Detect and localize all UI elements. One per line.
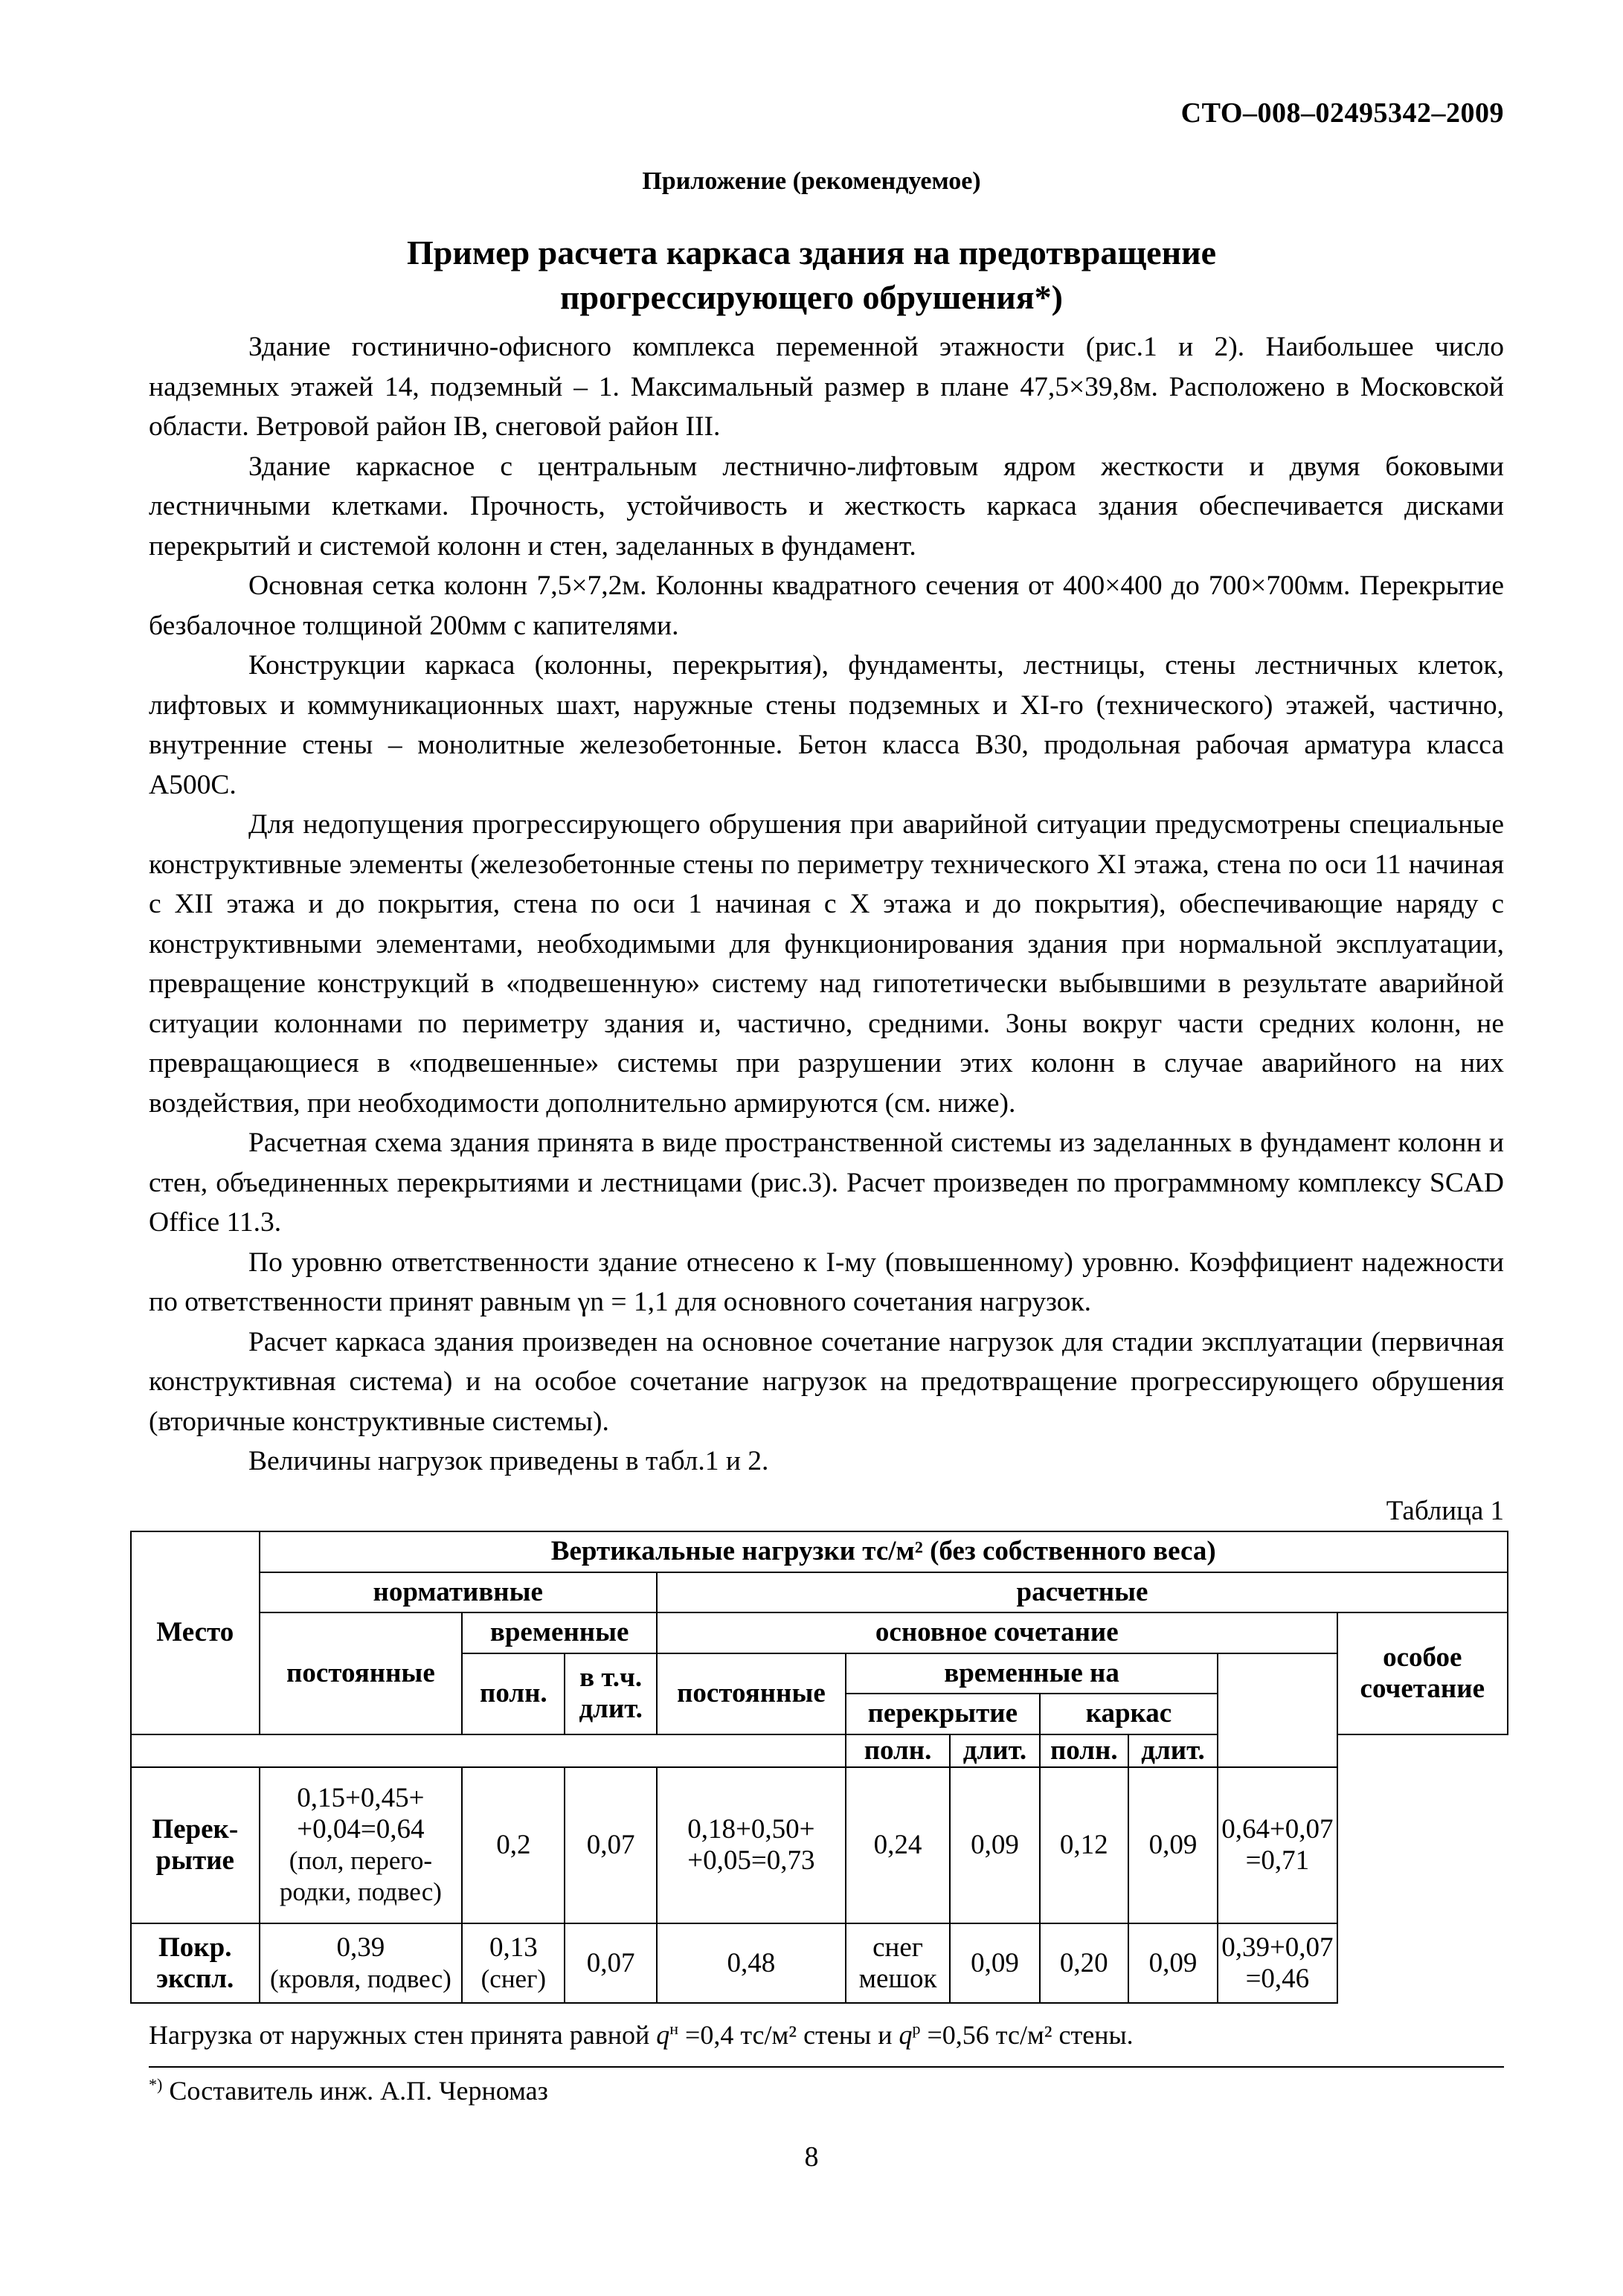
header-permanent-design: постоянные [657,1653,846,1734]
cell-note: (снег) [481,1964,547,1993]
table-row [131,1923,1508,2003]
cell-permanent [260,1923,463,2003]
header-full-frame: полн. [1040,1734,1128,1767]
cell-temp-long: 0,07 [565,1767,657,1924]
header-permanent: постоянные [260,1612,463,1734]
footnote-marker: *) [149,2075,163,2094]
page-number: 8 [804,2141,819,2173]
cell-temp-long: 0,07 [565,1923,657,2003]
header-frame: каркас [1040,1694,1218,1734]
note-superscript: н [669,2019,679,2038]
appendix-label: Приложение (рекомендуемое) [642,167,981,195]
cell-special: 0,64+0,07 =0,71 [1218,1767,1337,1924]
cell-special: 0,39+0,07 =0,46 [1218,1923,1337,2003]
header-floor: перекрытие [846,1694,1040,1734]
cell-value: 0,39 [336,1932,385,1963]
cell-value: 0,13 [489,1932,538,1963]
footnote-divider [149,2066,1504,2068]
paragraph: Расчетная схема здания принята в виде пространственной системы из заделанных в фундамент колонн и стен, объединенных перекрытиями и лестницами (рис.3). Расчет произведен по программному комплексу SCAD Office 11.3. [149,1128,1504,1238]
table-label: Таблица 1 [1386,1496,1504,1526]
note-symbol: q [899,2020,913,2050]
body-text [149,327,1504,1482]
paragraph: Величины нагрузок приведены в табл.1 и 2. [248,1446,769,1476]
spacer [1218,1734,1337,1767]
paragraph: Основная сетка колонн 7,5×7,2м. Колонны квадратного сечения от 400×400 до 700×700мм. Перекрытие безбалочное толщиной 200мм с капителями. [149,570,1504,641]
paragraph: Здание гостинично-офисного комплекса переменной этажности (рис.1 и 2). Наибольшее число надземных этажей 14, подземный – 1. Максимальный размер в плане 47,5×39,8м. Расположено в Московской области. Ветровой район IB, снеговой район III. [149,332,1504,442]
table-row [131,1767,1508,1924]
note-text: =0,56 тс/м² стены. [920,2020,1134,2050]
header-long-floor: длит. [950,1734,1040,1767]
cell-frame-long: 0,09 [1128,1767,1218,1924]
cell-frame-long: 0,09 [1128,1923,1218,2003]
header-full-floor: полн. [846,1734,950,1767]
note-text: Нагрузка от наружных стен принята равной [149,2020,657,2050]
header-normative: нормативные [260,1572,657,1613]
loads-table [130,1531,1508,2004]
table-note [149,2019,1134,2051]
cell-note: (кровля, подвес) [270,1964,451,1993]
cell-permanent [260,1767,463,1924]
header-vertical-loads: Вертикальные нагрузки тс/м² (без собственного веса) [260,1531,1508,1572]
row-place: Перек-рытие [131,1767,260,1924]
header-long-frame: длит. [1128,1734,1218,1767]
note-text: =0,4 тс/м² стены и [678,2020,899,2050]
title-line-2: прогрессирующего обрушения*) [560,278,1063,316]
cell-frame-full: 0,20 [1040,1923,1128,2003]
paragraph: Для недопущения прогрессирующего обрушения при аварийной ситуации предусмотрены специальные конструктивные элементы (железобетонные стены по периметру технического XI этажа, стена по оси 11 начиная с XII этажа и до покрытия, стена по оси 1 начиная с X этажа и до покрытия), обеспечивающие наряду с конструктивными элементами, необходимыми для функционирования здания при нормальной эксплуатации, превращение конструкций в «подвешенную» систему над гипотетически выбывшими в результате аварийной ситуации колоннами по периметру здания и, частично, средними. Зоны вокруг части средних колонн, не превращающиеся в «подвешенные» системы при разрушении этих колонн в случае аварийного на них воздействия, при необходимости дополнительно армируются (см. ниже). [149,809,1504,1119]
title-line-1: Пример расчета каркаса здания на предотвращение [406,234,1217,271]
footnote [149,2075,548,2106]
header-place: Место [131,1531,260,1734]
cell-floor-long: 0,09 [950,1767,1040,1924]
page-title [0,231,1623,320]
row-place: Покр. экспл. [131,1923,260,2003]
paragraph: Конструкции каркаса (колонны, перекрытия), фундаменты, лестницы, стены лестничных клеток, лифтовых и коммуникационных шахт, наружные стены подземных и XI-го (технического) этажей, частично, внутренние стены – монолитные железобетонные. Бетон класса В30, продольная рабочая арматура класса А500С. [149,650,1504,800]
header-special-combination: особое сочетание [1337,1612,1508,1734]
cell-floor-full: снег мешок [846,1923,950,2003]
cell-floor-long: 0,09 [950,1923,1040,2003]
header-design: расчетные [657,1572,1508,1613]
cell-floor-full: 0,24 [846,1767,950,1924]
spacer [131,1734,846,1767]
note-symbol: q [656,2020,670,2050]
header-temporary-on: временные на [846,1653,1218,1694]
paragraph: Расчет каркаса здания произведен на основное сочетание нагрузок для стадии эксплуатации (первичная конструктивная система) и на особое сочетание нагрузок на предотвращение прогрессирующего обрушения (вторичные конструктивные системы). [149,1326,1504,1437]
note-superscript: р [912,2019,921,2038]
cell-calc-permanent: 0,48 [657,1923,846,2003]
header-incl-long: в т.ч. длит. [565,1653,657,1734]
cell-calc-permanent: 0,18+0,50+ +0,05=0,73 [657,1767,846,1924]
paragraph: По уровню ответственности здание отнесено к I-му (повышенному) уровню. Коэффициент надежности по ответственности принят равным γn = 1,1 для основного сочетания нагрузок. [149,1247,1504,1317]
header-temporary: временные [462,1612,657,1653]
paragraph: Здание каркасное с центральным лестнично-лифтовым ядром жесткости и двумя боковыми лестничными клетками. Прочность, устойчивость и жесткость каркаса здания обеспечивается дисками перекрытий и системой колонн и стен, заделанных в фундамент. [149,451,1504,562]
cell-value: 0,15+0,45+ +0,04=0,64 [297,1783,425,1845]
cell-temp-full [462,1923,565,2003]
cell-frame-full: 0,12 [1040,1767,1128,1924]
header-full: полн. [462,1653,565,1734]
document-code: СТО–008–02495342–2009 [1180,97,1504,129]
cell-note: (пол, перего-родки, подвес) [279,1846,442,1906]
cell-temp-full: 0,2 [462,1767,565,1924]
footnote-text: Составитель инж. А.П. Черномаз [162,2076,548,2106]
header-main-combination: основное сочетание [657,1612,1337,1653]
